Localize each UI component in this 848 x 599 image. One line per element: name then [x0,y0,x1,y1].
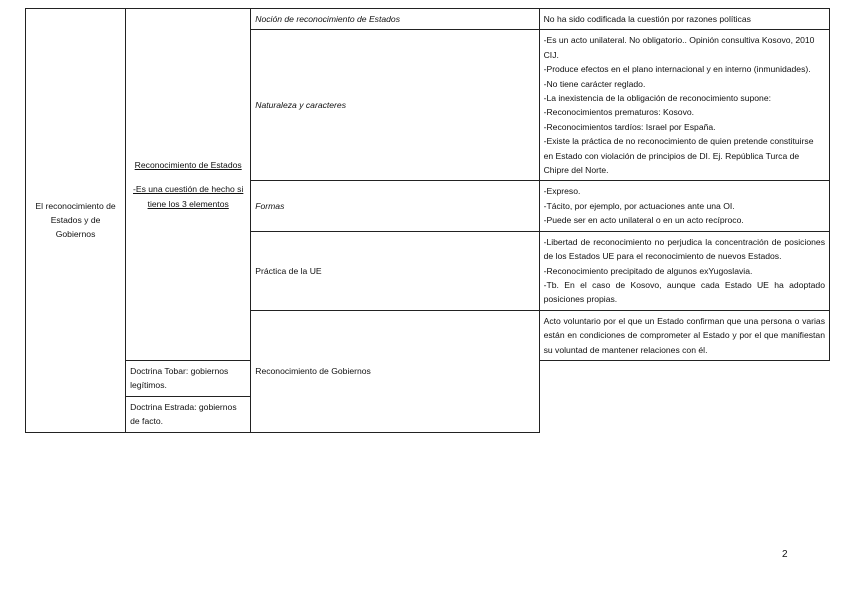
topic-cell [26,9,126,433]
row-content [539,310,829,360]
subtopic-subtitle: -Es una cuestión de hecho si tiene los 3 elementos [133,184,244,209]
content-line: -Puede ser en acto unilateral o en un acto recíproco. [543,215,744,226]
content-line: -Tácito, por ejemplo, por actuaciones ante una OI. [543,200,735,211]
topic-label: El reconocimiento de Estados y de Gobiernos [35,200,116,240]
row-content [539,30,829,181]
row-label: Reconocimiento de Gobiernos [251,310,539,432]
content-line: -Reconocimientos prematuros: Kosovo. [543,107,695,118]
row-label: Práctica de la UE [251,231,539,310]
content-line: -Expreso. [543,186,581,197]
page-number: 2 [782,549,788,560]
content-line: -Tb. En el caso de Kosovo, aunque cada Estado UE ha adoptado posiciones propias. [543,279,825,305]
content-line: -La inexistencia de la obligación de reconocimiento supone: [543,93,771,104]
content-table [25,8,830,433]
row-content [539,181,829,231]
row-label: Noción de reconocimiento de Estados [251,9,539,30]
row-content [539,9,829,30]
content-line: Acto voluntario por el que un Estado confirman que una persona o varias están en condiciones de comprometer al Estado y por el que manifiestan su voluntad de mantener relaciones con él. [543,315,825,355]
content-line: -Existe la práctica de no reconocimiento de quien pretende constituirse en Estado con violación de principios de DI. Ej. República Turca de Chipre del Norte. [543,136,814,176]
row-label: Formas [251,181,539,231]
row-content [539,231,829,310]
content-line: -Libertad de reconocimiento no perjudica la concentración de posiciones de los Estados UE para el reconocimiento de nuevos Estados. [543,236,825,262]
content-line: -No tiene carácter reglado. [543,78,646,89]
subtopic-cell [126,9,251,361]
content-line: No ha sido codificada la cuestión por razones políticas [543,14,751,24]
row-label: Naturaleza y caracteres [251,30,539,181]
content-line: -Reconocimientos tardíos: Israel por España. [543,121,716,132]
subtopic-title: Reconocimiento de Estados [134,159,242,170]
content-line: -Produce efectos en el plano internacional y en interno (inmunidades). [543,64,811,75]
content-line: -Es un acto unilateral. No obligatorio.. Opinión consultiva Kosovo, 2010 CIJ. [543,35,815,60]
content-line: -Reconocimiento precipitado de algunos exYugoslavia. [543,265,753,276]
doctrine-cell: Doctrina Estrada: gobiernos de facto. [126,396,251,432]
doctrine-cell: Doctrina Tobar: gobiernos legítimos. [126,360,251,396]
